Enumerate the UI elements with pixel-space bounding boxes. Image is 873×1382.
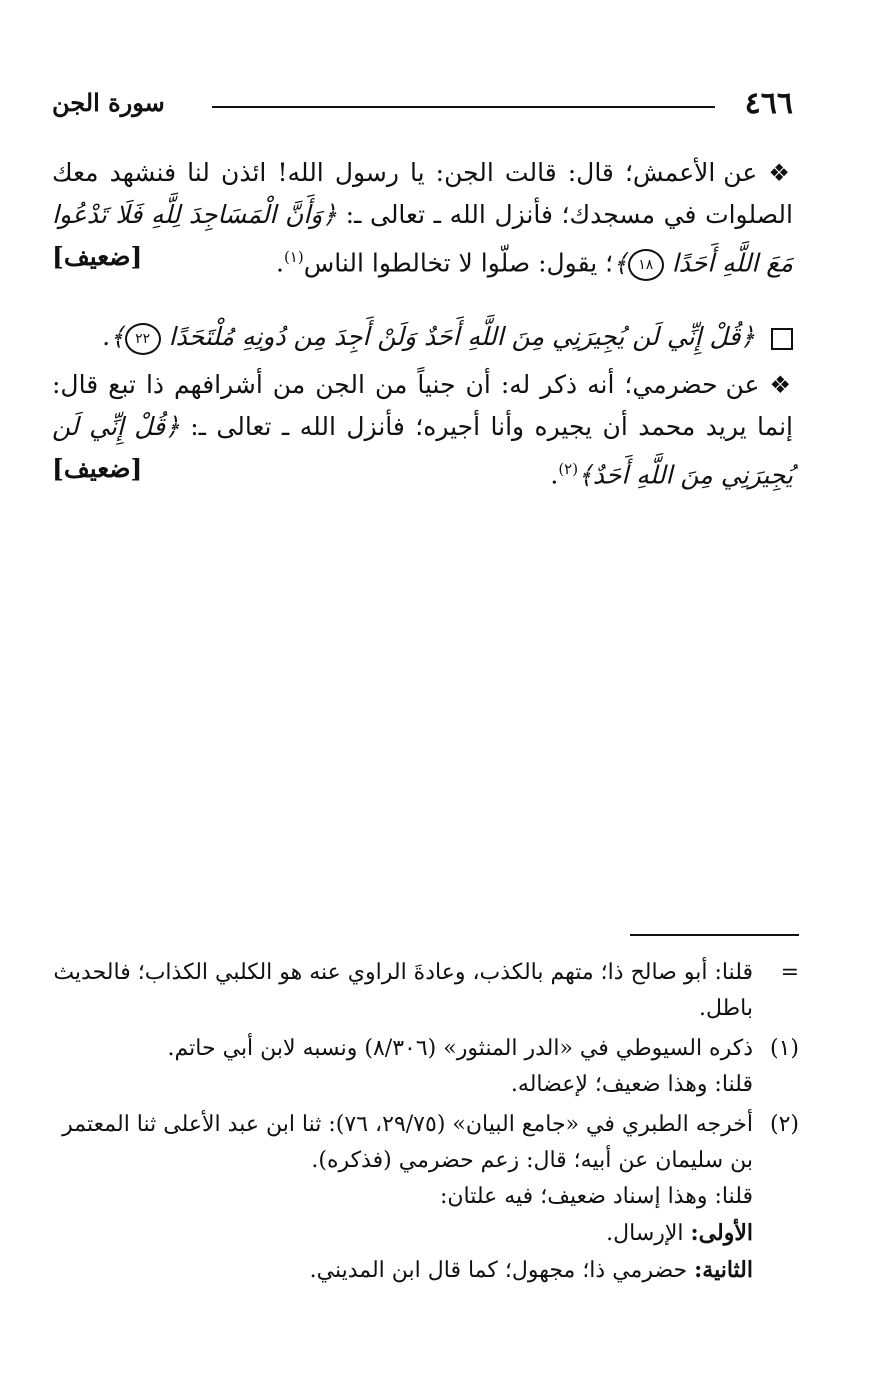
paragraph-1-quote-end: ﴾ [613,248,628,278]
first-reason-label: الأولى: [690,1220,753,1246]
continuation-marker: = [780,960,799,985]
paragraph-1-text-a: عن الأعمش؛ قال: قالت الجن: يا رسول الله! ائذن لنا فنشهد معك الصلوات في مسجدك؛ فأنزل الله ـ تعالى ـ: [52,158,793,229]
footnote-2-second-reason [52,1252,799,1289]
paragraph-1-quote: ﴿وَأَنَّ الْمَسَاجِدَ لِلَّهِ فَلَا تَدْعُوا مَعَ اللَّهِ أَحَدًا [52,200,793,278]
surah-title: سورة الجن [52,88,165,117]
footnote-1-note: قلنا: وهذا ضعيف؛ لإعضاله. [510,1072,753,1097]
verse-number-marker: ١٨ [628,249,664,281]
paragraph-2 [52,364,793,496]
page-number: ٤٦٦ [744,86,793,121]
verse-line-quote: ﴿قُلْ إِنِّي لَن يُجِيرَنِي مِنَ اللَّهِ أَحَدٌ وَلَنْ أَجِدَ مِن دُونِهِ مُلْتَحَدًا [168,322,756,351]
footnote-separator [630,934,799,936]
footnotes [52,955,799,1289]
header-rule [212,106,715,108]
second-reason-text: حضرمي ذا؛ مجهول؛ كما قال ابن المديني. [309,1258,688,1283]
first-reason-text: الإرسال. [606,1221,684,1246]
diamond-bullet-icon: ❖ [768,159,794,187]
footnote-2-text: أخرجه الطبري في «جامع البيان» (٢٩/٧٥، ٧٦): ثنا ابن عبد الأعلى ثنا المعتمر بن سليمان عن أبيه؛ قال: زعم حضرمي (فذكره). [62,1112,753,1173]
grade-label-1: [ضعيف] [52,242,143,271]
square-bullet-icon [771,328,793,350]
grade-label-2: [ضعيف] [52,454,143,483]
footnote-2-note-line [52,1179,799,1215]
footnote-ref-1: (١) [283,248,304,266]
footnote-ref-2: (٢) [558,460,579,478]
footnote-1-text: ذكره السيوطي في «الدر المنثور» (٨/٣٠٦) ونسبه لابن أبي حاتم. [167,1036,753,1061]
footnote-continuation [52,955,799,1027]
paragraph-2-end: . [550,460,559,490]
verse-line-quote-end: ﴾. [102,322,125,351]
entry-hadrami [52,364,793,496]
entry-al-amash [52,152,793,284]
footnote-1-marker: (١) [769,1036,799,1061]
paragraph-1-text-b: ؛ يقول: صلّوا لا تخالطوا الناس [303,248,614,278]
verse-heading [52,316,793,358]
footnote-1 [52,1031,799,1067]
footnote-2-first-reason [52,1215,799,1252]
paragraph-1: ❖ عن الأعمش؛ قال: قالت الجن: يا رسول الله! ائذن لنا فنشهد معك الصلوات في مسجدك؛ فأنزل الله ـ تعالى ـ: ﴿وَأَنَّ الْمَسَاجِدَ لِلَّهِ فَلَا تَدْعُوا مَعَ اللَّهِ أَحَدًا ١٨﴾؛ يقول: صلّوا لا تخالطوا الناس$^{(١)}$. [ضعيف] [52,152,793,284]
footnote-1-note-line [52,1067,799,1103]
continuation-text: قلنا: أبو صالح ذا؛ متهم بالكذب، وعادةَ الراوي عنه هو الكلبي الكذاب؛ فالحديث باطل. [53,960,753,1021]
diamond-bullet-icon: ❖ [769,371,794,399]
footnote-2 [52,1107,799,1179]
second-reason-label: الثانية: [694,1257,753,1283]
footnote-2-marker: (٢) [769,1112,799,1137]
footnote-2-note: قلنا: وهذا إسناد ضعيف؛ فيه علتان: [439,1184,753,1209]
verse-number-marker: ٢٢ [125,323,161,355]
paragraph-2-text-a: عن حضرمي؛ أنه ذكر له: أن جنياً من الجن من أشرافهم ذا تبع قال: إنما يريد محمد أن يجيره وأنا أجيره؛ فأنزل الله ـ تعالى ـ: [52,370,793,441]
verse-line [52,316,793,358]
paragraph-2-quote: ﴿قُلْ إِنِّي لَن يُجِيرَنِي مِنَ اللَّهِ أَحَدٌ﴾ [52,412,793,490]
page-header [52,86,793,126]
